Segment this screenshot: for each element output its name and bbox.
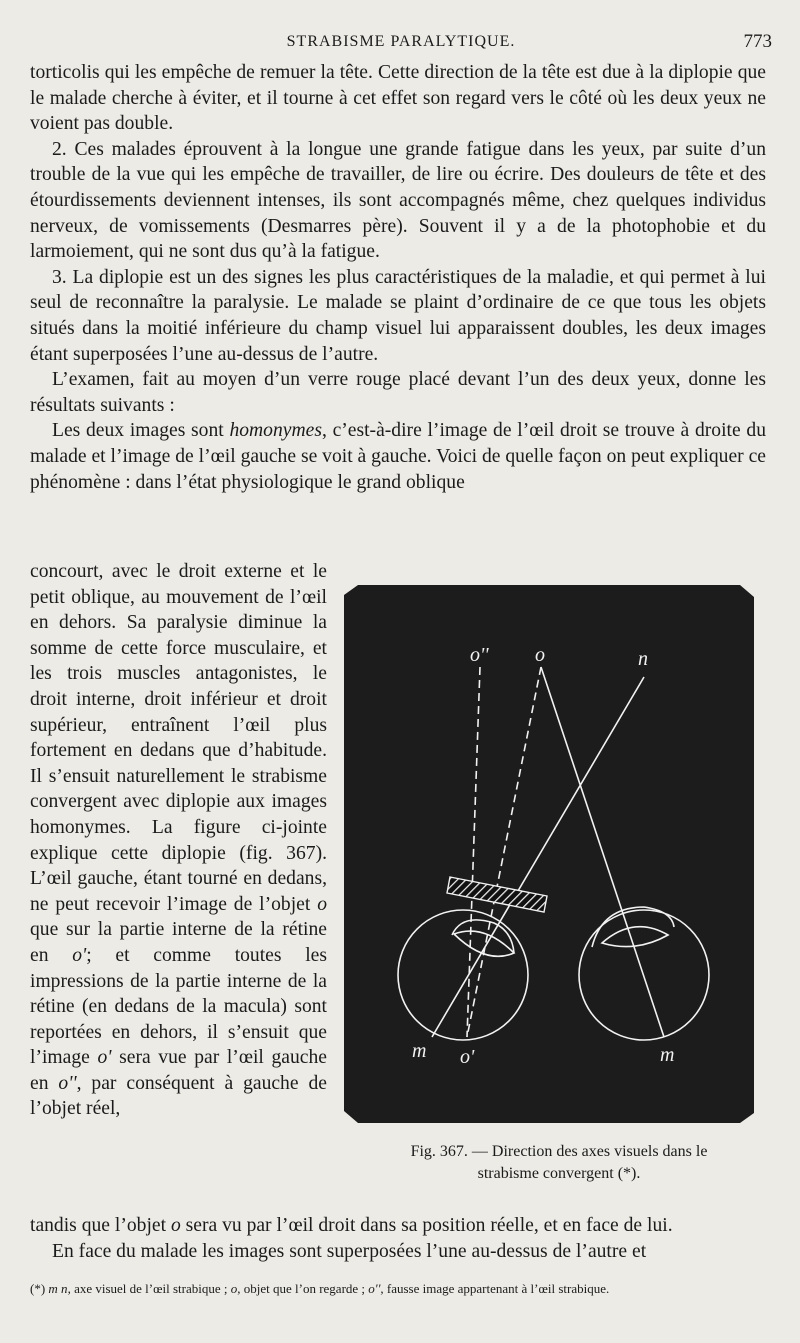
caption-text: — Direction des axes visuels dans le strabisme convergent (*). — [471, 1143, 708, 1182]
paragraph-6-text-b: sera vu par l’œil droit dans sa position réelle, et en face de lui. — [180, 1215, 673, 1236]
footnote-text-1: , axe visuel de l’œil strabique ; — [67, 1281, 231, 1296]
label-m-left: m — [412, 1040, 427, 1062]
label-n: n — [638, 648, 648, 670]
text-column-left — [30, 559, 327, 1122]
paragraph-6 — [30, 1213, 766, 1239]
paragraph-6-text-a: tandis que l’objet — [30, 1215, 171, 1236]
running-title: STRABISME PARALYTIQUE. — [286, 33, 516, 50]
column-text-a: concourt, avec le droit externe et le petit oblique, au mouvement de l’œil en dehors. Sa paralysie diminue la somme de cette force musculaire, et les trois muscles antagonistes, le droit interne, droit inférieur et droit supérieur, entraînent l’œil plus fortement en dedans que d’habitude. Il s’ensuit naturellement le strabisme convergent avec diplopie aux images homonymes. La figure ci-jointe explique cette diplopie (fig. 367). L’œil gauche, étant tourné en dedans, ne peut recevoir l’image de l’objet — [30, 561, 327, 915]
page-number: 773 — [743, 31, 772, 52]
paragraph-5-text-b: , c’est-à-dire l’image de l’œil droit se trouve à droite du malade et l’image de l’œil gauche se voit à gauche. Voici de quelle façon on peut expliquer ce phénomène : dans l’état physiologique le grand oblique — [30, 420, 766, 493]
footnote-text-2: , objet que l’on regarde ; — [237, 1281, 369, 1296]
caption-label: Fig. 367. — [410, 1143, 468, 1160]
object-o-ref: o — [317, 893, 327, 915]
paragraph-5-text-a: Les deux images sont — [52, 420, 230, 442]
column-text-b: que sur la partie interne de la rétine en — [30, 919, 327, 966]
footnote-mn: m n — [48, 1281, 68, 1296]
figure-caption — [384, 1141, 734, 1185]
paragraph-1: torticolis qui les empêche de remuer la tête. Cette direction de la tête est due à la diplopie que le malade cherche à éviter, et il tourne à cet effet son regard vers le côté où les deux yeux ne voient pas double. — [30, 62, 766, 135]
label-m-right: m — [660, 1044, 675, 1066]
paragraph-2: 2. Ces malades éprouvent à la longue une grande fatigue dans les yeux, par suite d’un trouble de la vue qui les empêche de travailler, de lire ou écrire. Des douleurs de tête et des étourdissements deviennent intenses, ils sont accompagnés même, chez quelques individus nerveux, de vomissements (Desmarres père). Souvent il y a de la photophobie et du larmoiement, qui ne sont dus qu’à la fatigue. — [30, 138, 766, 263]
diagram-visual-axes — [344, 585, 754, 1123]
figure-367 — [344, 585, 754, 1123]
label-o-double-prime: o'' — [470, 644, 489, 666]
column-text-c: ; et comme toutes les impressions de la partie interne de la rétine (en dedans de la macula) sont reportées en dehors, il s’ensuit que l’image — [30, 944, 327, 1069]
column-text-d: sera vue par l’œil gauche en — [30, 1047, 327, 1094]
label-o: o — [535, 644, 545, 666]
figure-background — [344, 585, 754, 1123]
label-o-prime: o' — [460, 1046, 475, 1068]
footnote-o: o — [230, 1281, 238, 1296]
footnote — [30, 1281, 770, 1297]
column-text-e: , par conséquent à gauche de l’objet réel, — [30, 1072, 327, 1120]
footnote-text-3: , fausse image appartenant à l’œil strabique. — [380, 1281, 610, 1296]
footnote-marker: (*) — [30, 1281, 46, 1296]
page-header — [30, 30, 772, 56]
image-o-double-prime-ref: o'' — [58, 1072, 77, 1094]
body-text-top — [30, 60, 766, 495]
term-homonymes: homonymes — [229, 420, 322, 442]
footnote-o-double-prime: o'' — [368, 1281, 381, 1296]
object-o-prime-ref: o' — [72, 944, 87, 966]
paragraph-3: 3. La diplopie est un des signes les plus caractéristiques de la maladie, et qui permet à lui seul de reconnaître la paralysie. Le malade se plaint d’ordinaire de ce que tous les objets situés dans la moitié inférieure du champ visuel lui apparaissent doubles, les deux images étant superposées l’une au-dessus de l’autre. — [30, 266, 766, 365]
paragraph-5 — [30, 418, 766, 495]
paragraph-4: L’examen, fait au moyen d’un verre rouge placé devant l’un des deux yeux, donne les résultats suivants : — [30, 369, 766, 416]
body-text-bottom — [30, 1213, 766, 1264]
column-paragraph — [30, 559, 327, 1122]
paragraph-7: En face du malade les images sont superposées l’une au-dessus de l’autre et — [52, 1240, 647, 1262]
image-o-prime-ref: o' — [97, 1047, 112, 1069]
object-o-ref-2: o — [170, 1215, 181, 1236]
